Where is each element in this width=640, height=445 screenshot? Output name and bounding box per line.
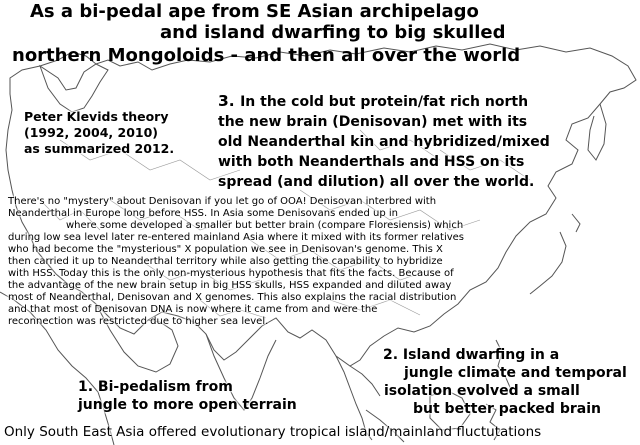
scandinavia-coastline — [40, 64, 108, 112]
credit-line-2: (1992, 2004, 2010) — [24, 125, 158, 140]
body-line-11: reconnection was restricted due to higher sea level. — [8, 316, 269, 327]
body-line-10: and that most of Denisovan DNA is now where it came from and were the — [8, 304, 378, 315]
title-line-1: As a bi-pedal ape from SE Asian archipelago — [30, 1, 479, 22]
point3-line-1: In the cold but protein/fat rich north — [240, 94, 529, 110]
point2-line-2: jungle climate and temporal — [404, 365, 627, 381]
body-line-3: where some developed a smaller but better brain (compare Floresiensis) which — [66, 220, 464, 231]
point2-line-3: isolation evolved a small — [384, 383, 580, 399]
point3-number: 3. — [218, 92, 235, 110]
body-line-8: the advantage of the new brain setup in big HSS skulls, HSS expanded and diluted away — [8, 280, 452, 291]
point1-line-2: jungle to more open terrain — [78, 397, 297, 413]
point3-heading — [218, 91, 528, 112]
body-line-7: with HSS. Today this is the only non-mysterious hypothesis that fits the facts. Because of — [8, 268, 454, 279]
point3-line-5: spread (and dilution) all over the world. — [218, 174, 535, 190]
kamchatka-coastline — [588, 104, 606, 160]
point3-line-2: the new brain (Denisovan) met with its — [218, 114, 528, 130]
body-line-9: most of Neanderthal, Denisovan and X genomes. This also explains the racial distribution — [8, 292, 457, 303]
japan-coastline — [530, 214, 580, 294]
body-line-6: then carried it up to Neanderthal territory while also getting the capability to hybridize — [8, 256, 443, 267]
body-line-5: who had become the "mysterious" X population we see in Denisovan's genome. This X — [8, 244, 443, 255]
point2-line-1: 2. Island dwarfing in a — [383, 347, 560, 363]
body-line-2: Neanderthal in Europe long before HSS. In Asia some Denisovans ended up in — [8, 208, 398, 219]
point3-line-4: with both Neanderthals and HSS on its — [218, 154, 525, 170]
footer-caption: Only South East Asia offered evolutionary tropical island/mainland fluctutations — [4, 424, 542, 440]
credit-line-1: Peter Klevids theory — [24, 109, 169, 124]
point3-line-3: old Neanderthal kin and hybridized/mixed — [218, 134, 550, 150]
title-line-2: and island dwarfing to big skulled — [160, 22, 506, 43]
body-line-4: during low sea level later re-entered mainland Asia where it mixed with its former relatives — [8, 232, 465, 243]
point2-line-4: but better packed brain — [413, 401, 601, 417]
title-line-3: northern Mongoloids - and then all over the world — [12, 45, 521, 66]
credit-line-3: as summarized 2012. — [24, 141, 175, 156]
body-line-1: There's no "mystery" about Denisovan if you let go of OOA! Denisovan interbred with — [8, 196, 437, 207]
point1-line-1: 1. Bi-pedalism from — [78, 379, 233, 395]
